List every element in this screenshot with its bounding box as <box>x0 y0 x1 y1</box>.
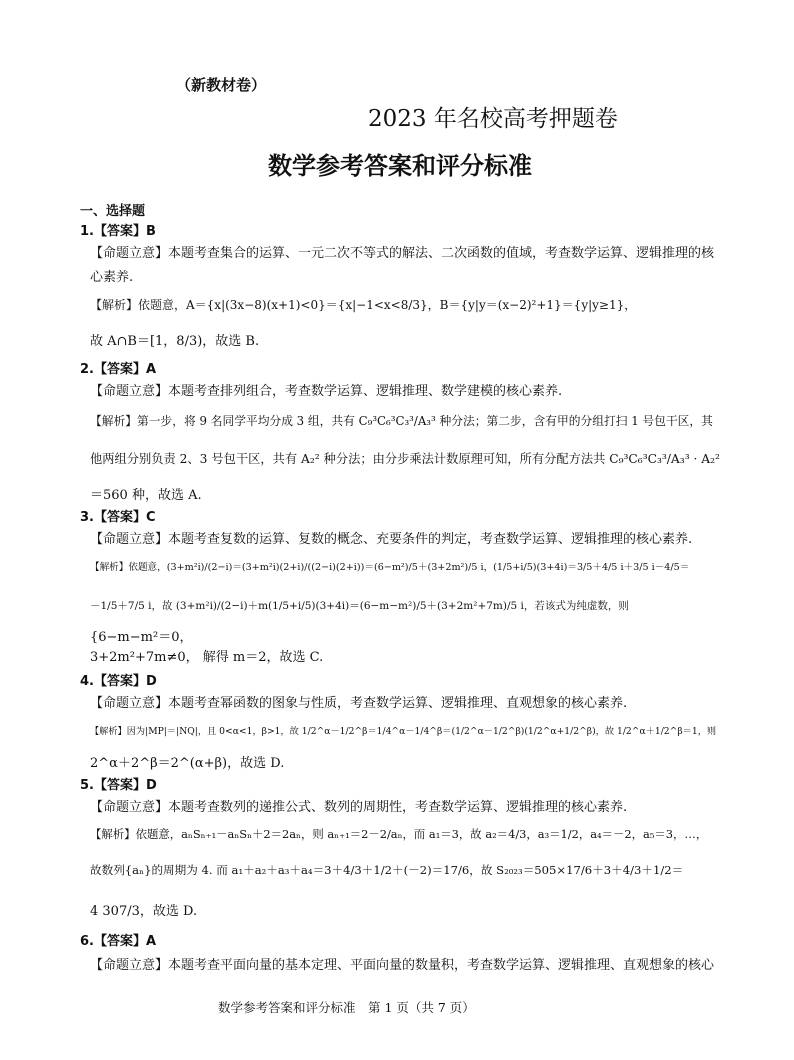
edition-label: （新教材卷） <box>176 76 267 94</box>
q1-analysis-line1: 【解析】依题意，A＝{x|(3x−8)(x+1)<0}＝{x|−1<x<8/3}，B＝{y|y＝(x−2)²+1}＝{y|y≥1}， <box>90 298 637 312</box>
section-heading: 一、选择题 <box>80 204 146 219</box>
q5-analysis-line2: 故数列{aₙ}的周期为 4. 而 a₁＋a₂＋a₃＋a₄＝3＋4/3＋1/2＋(－2)＝17/6，故 S₂₀₂₃＝505×17/6＋3＋4/3＋1/2＝ <box>90 863 684 877</box>
q4-analysis-line2: 2^α＋2^β＝2^(α+β)，故选 D. <box>90 756 285 771</box>
q4-intent-line1: 【命题立意】本题考查幂函数的图象与性质，考查数学运算、逻辑推理、直观想象的核心素养. <box>90 696 628 711</box>
q3-analysis-line2: －1/5＋7/5 i，故 (3+m²i)/(2−i)＋m(1/5+i/5)(3+4i)＝(6−m−m²)/5＋(3+2m²+7m)/5 i，若该式为纯虚数，则 <box>90 600 629 612</box>
q3-answer: 3.【答案】C <box>80 510 156 525</box>
q5-intent-line1: 【命题立意】本题考查数列的递推公式、数列的周期性，考查数学运算、逻辑推理的核心素养. <box>90 800 628 815</box>
q4-analysis-line1: 【解析】因为|MP|＝|NQ|，且 0<α<1，β>1，故 1/2^α－1/2^β＝1/4^α－1/4^β＝(1/2^α－1/2^β)(1/2^α+1/2^β)，故 1/2^α＋1/2^β＝1，则 <box>90 726 717 737</box>
q6-answer: 6.【答案】A <box>80 934 157 949</box>
q5-analysis-line1: 【解析】依题意，aₙSₙ₊₁－aₙSₙ＋2＝2aₙ，则 aₙ₊₁＝2－2/aₙ，而 a₁＝3，故 a₂＝4/3，a₃＝1/2，a₄＝－2，a₅＝3，…， <box>90 827 708 841</box>
q3-intent-line1: 【命题立意】本题考查复数的运算、复数的概念、充要条件的判定，考查数学运算、逻辑推理的核心素养. <box>90 532 693 547</box>
q2-analysis-line1: 【解析】第一步，将 9 名同学平均分成 3 组，共有 C₉³C₆³C₃³/A₃³ 种分法；第二步，含有甲的分组打扫 1 号包干区，其 <box>90 414 713 428</box>
q2-answer: 2.【答案】A <box>80 362 157 377</box>
page-title: 数学参考答案和评分标准 <box>268 152 532 180</box>
q5-answer: 5.【答案】D <box>80 778 157 793</box>
q2-analysis-line3: ＝560 种，故选 A. <box>90 488 202 503</box>
q1-answer: 1.【答案】B <box>80 224 156 239</box>
q1-intent-line1: 【命题立意】本题考查集合的运算、一元二次不等式的解法、二次函数的值域，考查数学运算、逻辑推理的核 <box>90 246 715 261</box>
q2-intent-line1: 【命题立意】本题考查排列组合，考查数学运算、逻辑推理、数学建模的核心素养. <box>90 384 563 399</box>
q2-analysis-line2: 他两组分别负责 2、3 号包干区，共有 A₂² 种分法；由分步乘法计数原理可知，所有分配方法共 C₉³C₆³C₃³/A₃³ · A₂² <box>90 452 720 466</box>
q1-intent-line2: 心素养. <box>90 270 134 285</box>
q1-analysis-line2: 故 A∩B＝[1，8/3)，故选 B. <box>90 334 260 349</box>
q6-intent-line1: 【命题立意】本题考查平面向量的基本定理、平面向量的数量积，考查数学运算、逻辑推理、直观想象的核心 <box>90 958 715 973</box>
q3-analysis-line1: 【解析】依题意，(3+m²i)/(2−i)＝(3+m²i)(2+i)/((2−i)(2+i))＝(6−m²)/5＋(3+2m²)/5 i，(1/5+i/5)(3+4i)＝3/5＋4/5 i＋3/5 i－4/5＝ <box>90 562 690 573</box>
page-footer: 数学参考答案和评分标准 第 1 页（共 7 页） <box>218 1000 475 1015</box>
q3-analysis-line4: 3+2m²+7m≠0， 解得 m＝2，故选 C. <box>90 650 324 665</box>
q5-analysis-line3: 4 307/3，故选 D. <box>90 904 198 919</box>
q4-answer: 4.【答案】D <box>80 674 157 689</box>
exam-title: 2023 年名校高考押题卷 <box>368 106 618 132</box>
q3-analysis-line3: {6−m−m²＝0， <box>90 630 193 645</box>
